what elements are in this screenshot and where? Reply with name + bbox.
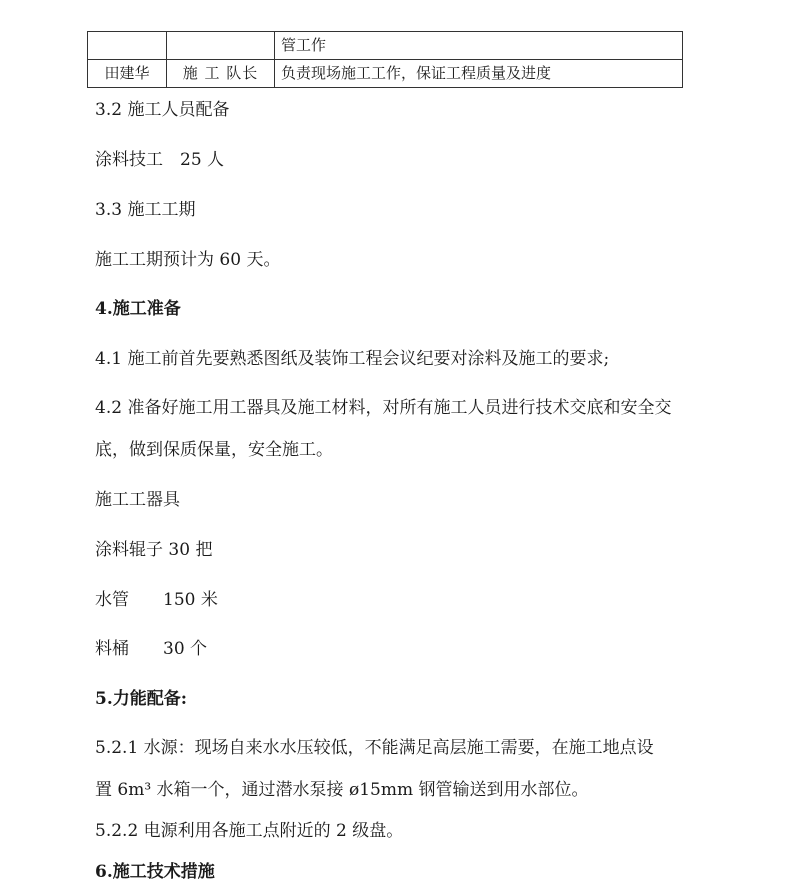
tools-title: 施工工器具 [95, 490, 180, 510]
table-cell-role [167, 32, 275, 60]
paragraph-line: 5.2.1 水源：现场自来水水压较低，不能满足高层施工需要，在施工地点设 [95, 738, 654, 758]
section-4-heading: 4.施工准备 [95, 299, 181, 319]
section-3-2-title: 3.2 施工人员配备 [95, 100, 230, 120]
staff-table [87, 31, 683, 88]
table-row [88, 60, 683, 88]
paragraph-line: 底，做到保质保量，安全施工。 [95, 440, 333, 460]
table-cell-duty: 负责现场施工工作，保证工程质量及进度 [275, 60, 683, 88]
section-3-2-text: 涂料技工 25 人 [95, 150, 225, 170]
section-4-2-paragraph [95, 396, 725, 462]
table-cell-name: 田建华 [88, 60, 167, 88]
table-row [88, 32, 683, 60]
table-cell-duty: 管工作 [275, 32, 683, 60]
paragraph-line: 4.2 准备好施工用工器具及施工材料，对所有施工人员进行技术交底和安全交 [95, 398, 672, 418]
section-3-3-text: 施工工期预计为 60 天。 [95, 250, 281, 270]
table-cell-role: 施 工 队长 [167, 60, 275, 88]
table-cell-name [88, 32, 167, 60]
section-6-heading: 6.施工技术措施 [95, 862, 215, 882]
section-5-2-2-text: 5.2.2 电源利用各施工点附近的 2 级盘。 [95, 821, 404, 841]
tool-item: 料桶 30 个 [95, 639, 208, 659]
section-4-1-text: 4.1 施工前首先要熟悉图纸及装饰工程会议纪要对涂料及施工的要求; [95, 349, 610, 369]
section-5-heading: 5.力能配备: [95, 689, 188, 709]
tool-item: 涂料辊子 30 把 [95, 540, 213, 560]
paragraph-line: 置 6m³ 水箱一个，通过潜水泵接 ø15mm 钢管输送到用水部位。 [95, 780, 589, 800]
tool-item: 水管 150 米 [95, 590, 218, 610]
section-3-3-title: 3.3 施工工期 [95, 200, 196, 220]
section-5-2-1-paragraph [95, 736, 725, 802]
